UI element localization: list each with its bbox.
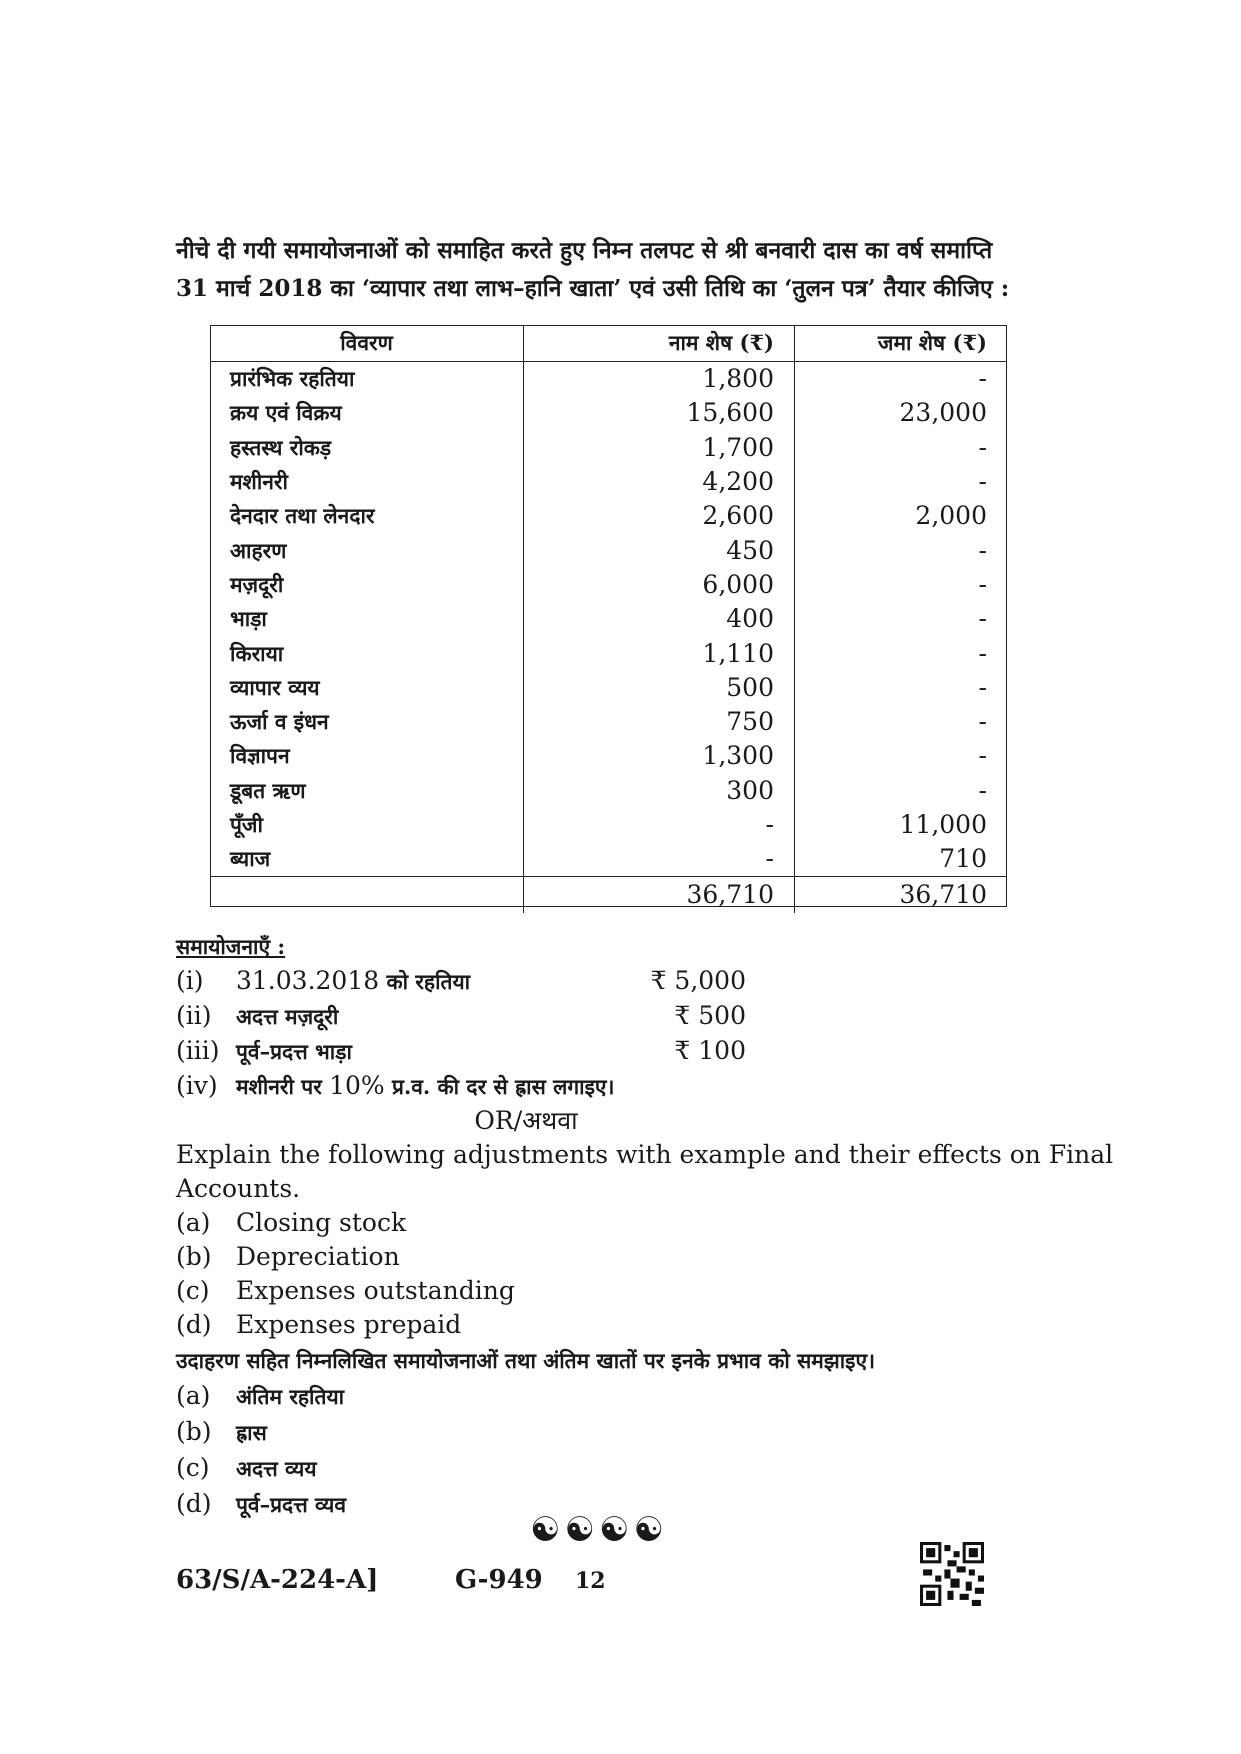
row-debit: 1,300 xyxy=(524,739,795,773)
row-particular: प्रारंभिक रहतिया xyxy=(210,362,524,397)
total-label xyxy=(210,877,524,914)
table-row xyxy=(210,602,1007,636)
row-credit: 11,000 xyxy=(899,810,987,839)
row-debit: - xyxy=(524,842,795,877)
adjustment-item xyxy=(176,999,1126,1034)
row-particular: ब्याज xyxy=(210,842,524,877)
adjustment-text-a: मशीनरी पर xyxy=(236,1074,330,1099)
list-item xyxy=(176,1240,1126,1274)
list-item xyxy=(176,1206,1126,1240)
table-body xyxy=(210,362,1007,914)
row-particular: मज़दूरी xyxy=(210,568,524,602)
item-number: (b) xyxy=(176,1242,212,1271)
row-debit: 6,000 xyxy=(524,568,795,602)
row-debit: 400 xyxy=(524,602,795,636)
row-credit: - xyxy=(978,672,987,702)
table-row xyxy=(210,636,1007,670)
adjustment-label xyxy=(236,999,636,1034)
row-credit: - xyxy=(978,364,987,394)
row-debit: 4,200 xyxy=(524,465,795,499)
question-line-1: नीचे दी गयी समायोजनाओं को समाहित करते हुए निम्न तलपट से श्री बनवारी दास का वर्ष समाप्ति xyxy=(176,237,993,264)
or-separator: OR/अथवा xyxy=(474,1106,578,1135)
list-item xyxy=(176,1378,1126,1414)
table-row xyxy=(210,568,1007,602)
item-text: पूर्व–प्रदत्त व्यव xyxy=(236,1492,347,1517)
adjustment-amount: ₹ 500 xyxy=(674,1001,746,1030)
english-items xyxy=(176,1206,1126,1342)
hindi-question: उदाहरण सहित निम्नलिखित समायोजनाओं तथा अंतिम खातों पर इनके प्रभाव को समझाइए। xyxy=(176,1348,876,1373)
adjustment-number: (ii) xyxy=(176,1001,212,1030)
item-text: Closing stock xyxy=(236,1208,407,1237)
item-text: ह्रास xyxy=(236,1420,267,1445)
row-debit: 750 xyxy=(524,705,795,739)
page-number: 12 xyxy=(575,1568,606,1594)
item-text: Depreciation xyxy=(236,1242,400,1271)
row-debit: 450 xyxy=(524,533,795,567)
item-text: अंतिम रहतिया xyxy=(236,1384,345,1409)
table-row xyxy=(210,431,1007,465)
header-particulars: विवरण xyxy=(210,325,524,362)
row-debit: 1,800 xyxy=(524,362,795,397)
footer-code: 63/S/A-224-A] xyxy=(176,1565,379,1595)
adjustment-item-4 xyxy=(176,1069,1126,1104)
table-total-row xyxy=(210,877,1007,914)
row-credit: - xyxy=(978,432,987,462)
item-number: (d) xyxy=(176,1489,212,1518)
row-debit: - xyxy=(524,808,795,842)
list-item xyxy=(176,1414,1126,1450)
adjustments-title: समायोजनाएँ : xyxy=(176,934,286,959)
row-credit: 710 xyxy=(939,844,987,874)
row-particular: मशीनरी xyxy=(210,465,524,499)
table-row xyxy=(210,362,1007,397)
row-debit: 15,600 xyxy=(524,396,795,430)
list-item xyxy=(176,1308,1126,1342)
total-debit: 36,710 xyxy=(524,877,795,914)
item-number: (d) xyxy=(176,1310,212,1339)
adjustment-text: अदत्त मज़दूरी xyxy=(236,1004,339,1029)
row-credit: - xyxy=(978,707,987,737)
table-header-row xyxy=(210,325,1007,362)
adjustment-number: (iv) xyxy=(176,1071,218,1100)
row-debit: 1,700 xyxy=(524,431,795,465)
adjustment-date: 31.03.2018 xyxy=(236,966,380,995)
row-credit: - xyxy=(978,467,987,497)
adjustment-amount: ₹ 5,000 xyxy=(650,966,746,995)
table-row xyxy=(210,739,1007,773)
row-particular: विज्ञापन xyxy=(210,739,524,773)
qr-code-icon xyxy=(920,1542,984,1606)
table-row xyxy=(210,808,1007,842)
row-particular: पूँजी xyxy=(210,808,524,842)
list-item xyxy=(176,1274,1126,1308)
row-particular: भाड़ा xyxy=(210,602,524,636)
item-number: (a) xyxy=(176,1208,211,1237)
adjustment-number: (i) xyxy=(176,966,204,995)
row-credit: - xyxy=(978,638,987,668)
table-row xyxy=(210,465,1007,499)
adjustment-number: (iii) xyxy=(176,1036,220,1065)
row-credit: - xyxy=(978,775,987,805)
table-row xyxy=(210,499,1007,533)
item-number: (c) xyxy=(176,1453,210,1482)
table-row xyxy=(210,396,1007,430)
item-number: (a) xyxy=(176,1381,211,1410)
item-number: (c) xyxy=(176,1276,210,1305)
list-item xyxy=(176,1450,1126,1486)
total-credit: 36,710 xyxy=(795,877,1008,914)
english-question: Explain the following adjustments with example and their effects on Final Accounts. xyxy=(176,1140,1114,1203)
row-debit: 500 xyxy=(524,671,795,705)
adjustment-amount: ₹ 100 xyxy=(674,1036,746,1065)
header-debit: नाम शेष (₹) xyxy=(524,325,795,362)
row-credit: - xyxy=(978,535,987,565)
item-text: अदत्त व्यय xyxy=(236,1456,317,1481)
table-row xyxy=(210,842,1007,877)
row-debit: 1,110 xyxy=(524,636,795,670)
table-row xyxy=(210,533,1007,567)
row-credit: - xyxy=(978,604,987,634)
row-debit: 2,600 xyxy=(524,499,795,533)
header-credit: जमा शेष (₹) xyxy=(795,325,1008,362)
question-line-2: 31 मार्च 2018 का ‘व्यापार तथा लाभ–हानि खाता’ एवं उसी तिथि का ‘तुलन पत्र’ तैयार कीजिए : xyxy=(176,275,1010,302)
row-credit: - xyxy=(978,741,987,771)
row-particular: व्यापार व्यय xyxy=(210,671,524,705)
row-particular: क्रय एवं विक्रय xyxy=(210,396,524,430)
row-credit: - xyxy=(978,569,987,599)
item-text: Expenses outstanding xyxy=(236,1276,515,1305)
hindi-items xyxy=(176,1378,1126,1522)
row-particular: आहरण xyxy=(210,533,524,567)
row-particular: देनदार तथा लेनदार xyxy=(210,499,524,533)
adjustment-label xyxy=(236,964,636,999)
table-row xyxy=(210,774,1007,808)
adjustment-text: को रहतिया xyxy=(379,969,471,994)
adjustment-text: पूर्व–प्रदत्त भाड़ा xyxy=(236,1039,352,1064)
item-text: Expenses prepaid xyxy=(236,1310,462,1339)
adjustment-rate: 10% xyxy=(329,1071,385,1100)
row-credit: 2,000 xyxy=(915,501,987,531)
trial-balance-table xyxy=(210,325,1007,913)
footer-series: G-949 xyxy=(455,1565,543,1595)
row-particular: डूबत ऋण xyxy=(210,774,524,808)
adjustments-section xyxy=(176,930,1126,1522)
table-row xyxy=(210,705,1007,739)
row-debit: 300 xyxy=(524,774,795,808)
row-particular: किराया xyxy=(210,636,524,670)
row-credit: 23,000 xyxy=(899,398,987,428)
footer-symbols: ☯☯☯☯ xyxy=(530,1510,668,1550)
adjustment-item xyxy=(176,964,1126,999)
item-number: (b) xyxy=(176,1417,212,1446)
adjustment-text-c: प्र.व. की दर से ह्रास लगाइए। xyxy=(384,1074,615,1099)
adjustment-item xyxy=(176,1034,1126,1069)
row-particular: ऊर्जा व इंधन xyxy=(210,705,524,739)
table-row xyxy=(210,671,1007,705)
row-particular: हस्तस्थ रोकड़ xyxy=(210,431,524,465)
adjustment-label xyxy=(236,1034,636,1069)
adjustments-list xyxy=(176,964,1126,1069)
question-intro xyxy=(176,232,1126,308)
